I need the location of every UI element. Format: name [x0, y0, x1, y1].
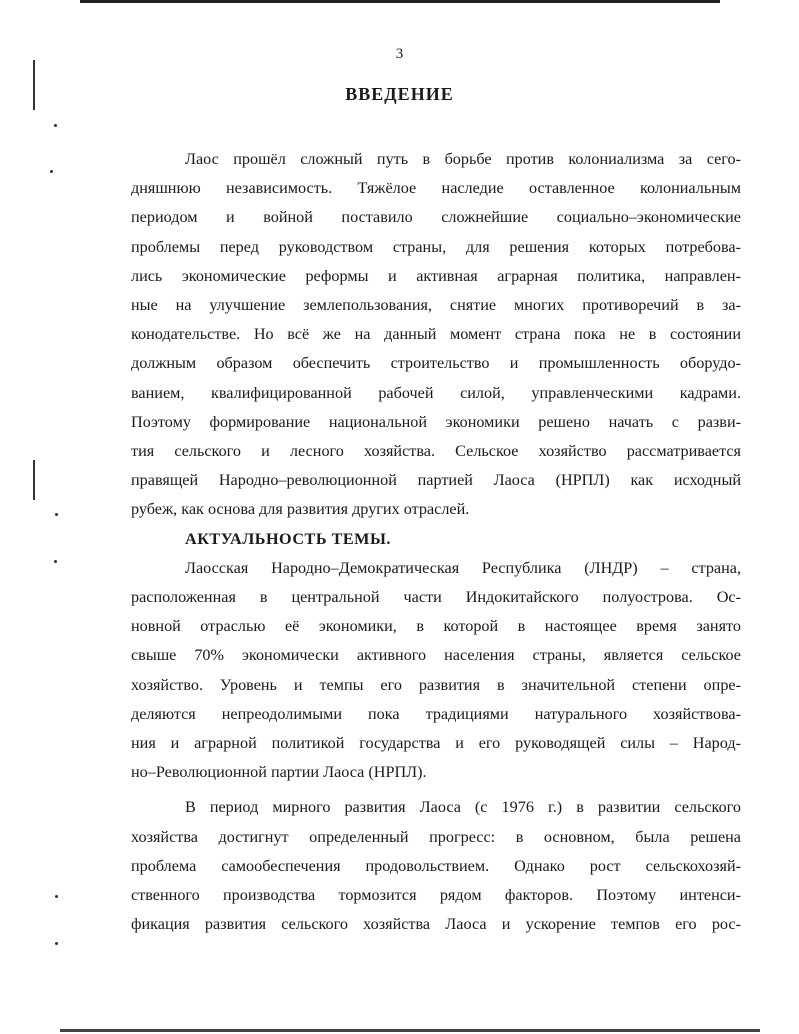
text-line: но–Революционной партии Лаоса (НРПЛ).: [131, 763, 427, 782]
text-line: дняшнюю независимость. Тяжёлое наследие оставленное колониальным: [131, 179, 741, 198]
text-line: ные на улучшение землепользования, снятие многих противоречий в за-: [131, 296, 741, 315]
scan-edge-bottom: [60, 1029, 760, 1032]
text-line: правящей Народно–революционной партией Лаоса (НРПЛ) как исходный: [131, 471, 741, 490]
text-line: ванием, квалифицированной рабочей силой, управленческими кадрами.: [131, 383, 741, 402]
text-line: В период мирного развития Лаоса (с 1976 г.) в развитии сельского: [185, 798, 741, 817]
text-line: хозяйства достигнут определенный прогресс: в основном, была решена: [131, 827, 741, 846]
scan-speck: [55, 513, 58, 516]
scan-edge-left: [33, 460, 35, 500]
scan-speck: [54, 124, 57, 127]
text-line: конодательстве. Но всё же на данный момент страна пока не в состоянии: [131, 325, 741, 344]
text-line: свыше 70% экономически активного населения страны, является сельское: [131, 646, 741, 665]
text-line: ния и аграрной политикой государства и его руководящей силы – Народ-: [131, 734, 741, 753]
paragraph-intro: [131, 145, 741, 525]
section-heading: АКТУАЛЬНОСТЬ ТЕМЫ.: [185, 529, 391, 548]
text-line: хозяйство. Уровень и темпы его развития в значительной степени опре-: [131, 675, 741, 694]
text-line: Лаос прошёл сложный путь в борьбе против колониализма за сего-: [185, 150, 741, 168]
scan-speck: [55, 942, 58, 945]
text-line: рубеж, как основа для развития других отраслей.: [131, 500, 470, 519]
document-body: [131, 145, 741, 939]
text-line: Поэтому формирование национальной экономики решено начать с разви-: [131, 412, 741, 431]
page-number: 3: [395, 46, 404, 62]
scan-speck: [50, 170, 53, 173]
paragraph-progress: [131, 793, 741, 939]
text-line: тия сельского и лесного хозяйства. Сельское хозяйство рассматривается: [131, 442, 741, 461]
scan-speck: [55, 895, 58, 898]
text-line: расположенная в центральной части Индокитайского полуострова. Ос-: [131, 588, 741, 607]
text-line: новной отраслью её экономики, в которой в настоящее время занято: [131, 617, 741, 636]
scan-speck: [54, 560, 57, 563]
text-line: периодом и войной поставило сложнейшие социально–экономические: [131, 208, 741, 227]
scan-edge-top: [80, 0, 720, 3]
text-line: Лаосская Народно–Демократическая Республика (ЛНДР) – страна,: [185, 558, 741, 577]
text-line: проблемы перед руководством страны, для решения которых потребова-: [131, 237, 741, 256]
text-line: должным образом обеспечить строительство и промышленность оборудо-: [131, 354, 741, 373]
text-line: фикация развития сельского хозяйства Лаоса и ускорение темпов его рос-: [131, 915, 741, 934]
text-line: деляются непреодолимыми пока традициями натурального хозяйствова-: [131, 704, 741, 723]
text-line: ственного производства тормозится рядом факторов. Поэтому интенси-: [131, 886, 741, 905]
paragraph-relevance: [131, 554, 741, 788]
page-title: ВВЕДЕНИЕ: [345, 84, 454, 104]
text-line: проблема самообеспечения продовольствием. Однако рост сельскохозяй-: [131, 856, 741, 875]
text-line: лись экономические реформы и активная аграрная политика, направлен-: [131, 266, 741, 285]
